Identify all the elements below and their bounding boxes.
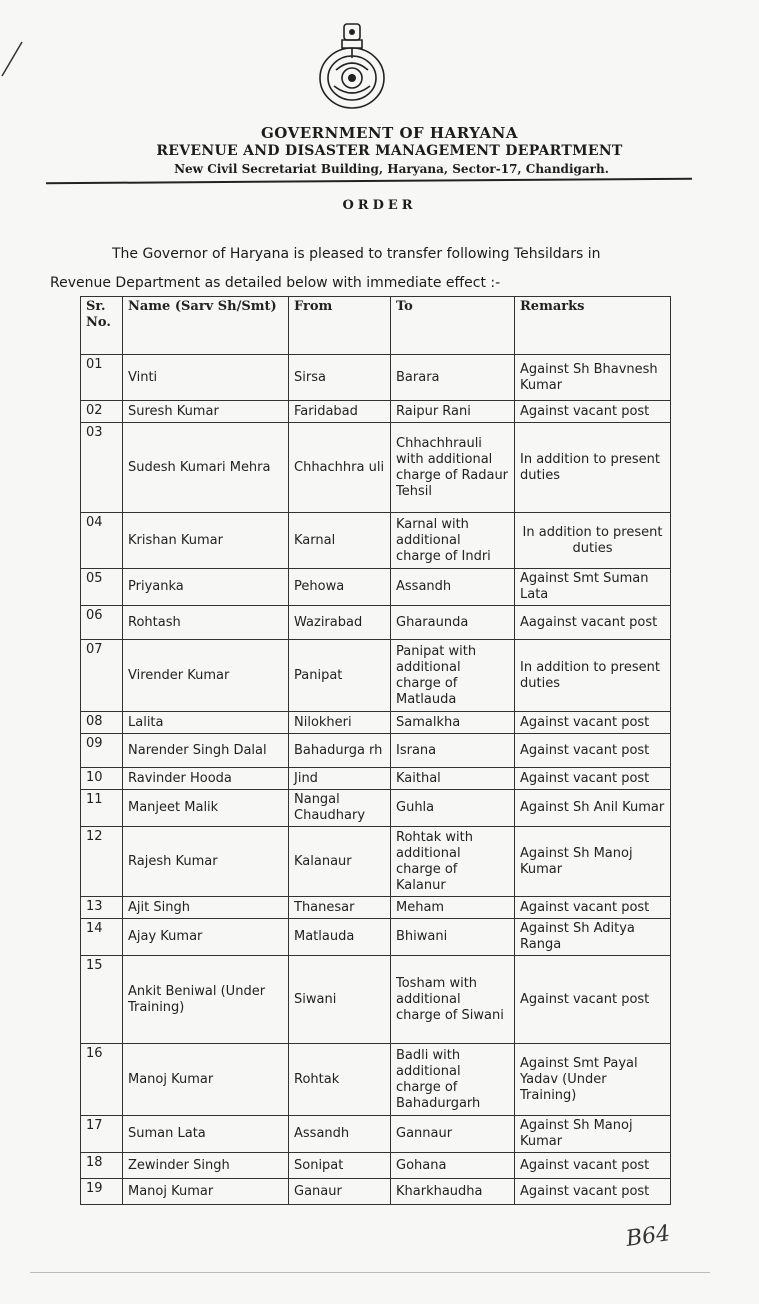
cell-remarks: Against Sh Aditya Ranga bbox=[515, 919, 671, 956]
cell-from: Sirsa bbox=[289, 355, 391, 401]
government-title: GOVERNMENT OF HARYANA bbox=[261, 124, 518, 142]
table-row bbox=[81, 1044, 671, 1116]
cell-sr: 05 bbox=[81, 569, 123, 606]
cell-sr: 11 bbox=[81, 790, 123, 827]
table-row bbox=[81, 1116, 671, 1153]
cell-from: Karnal bbox=[289, 513, 391, 569]
cell-name: Ravinder Hooda bbox=[123, 768, 289, 790]
cell-sr: 17 bbox=[81, 1116, 123, 1153]
page-edge-line bbox=[30, 1272, 710, 1273]
table-row bbox=[81, 956, 671, 1044]
cell-to: Karnal with additional charge of Indri bbox=[391, 513, 515, 569]
cell-sr: 06 bbox=[81, 606, 123, 640]
cell-to: Raipur Rani bbox=[391, 401, 515, 423]
cell-remarks: Aagainst vacant post bbox=[515, 606, 671, 640]
haryana-emblem-icon bbox=[316, 20, 388, 112]
cell-to: Kharkhaudha bbox=[391, 1179, 515, 1205]
table-row bbox=[81, 712, 671, 734]
intro-paragraph bbox=[50, 240, 692, 298]
cell-from: Kalanaur bbox=[289, 827, 391, 897]
cell-remarks: Against vacant post bbox=[515, 1179, 671, 1205]
table-row bbox=[81, 897, 671, 919]
cell-name: Ajit Singh bbox=[123, 897, 289, 919]
cell-sr: 19 bbox=[81, 1179, 123, 1205]
table-row bbox=[81, 606, 671, 640]
cell-name: Krishan Kumar bbox=[123, 513, 289, 569]
cell-sr: 14 bbox=[81, 919, 123, 956]
cell-from: Wazirabad bbox=[289, 606, 391, 640]
table-row bbox=[81, 401, 671, 423]
cell-name: Narender Singh Dalal bbox=[123, 734, 289, 768]
cell-to: Bhiwani bbox=[391, 919, 515, 956]
cell-name: Rohtash bbox=[123, 606, 289, 640]
cell-sr: 18 bbox=[81, 1153, 123, 1179]
cell-name: Rajesh Kumar bbox=[123, 827, 289, 897]
cell-to: Rohtak with additional charge of Kalanur bbox=[391, 827, 515, 897]
table-row bbox=[81, 1153, 671, 1179]
cell-from: Matlauda bbox=[289, 919, 391, 956]
cell-remarks: Against vacant post bbox=[515, 956, 671, 1044]
table-row bbox=[81, 919, 671, 956]
cell-remarks: In addition to present duties bbox=[515, 513, 671, 569]
cell-sr: 07 bbox=[81, 640, 123, 712]
cell-sr: 03 bbox=[81, 423, 123, 513]
cell-sr: 04 bbox=[81, 513, 123, 569]
cell-name: Manoj Kumar bbox=[123, 1044, 289, 1116]
table-row bbox=[81, 640, 671, 712]
cell-to: Badli with additional charge of Bahadurgarh bbox=[391, 1044, 515, 1116]
cell-to: Panipat with additional charge of Matlauda bbox=[391, 640, 515, 712]
cell-name: Ankit Beniwal (Under Training) bbox=[123, 956, 289, 1044]
table-row bbox=[81, 423, 671, 513]
cell-remarks: In addition to present duties bbox=[515, 640, 671, 712]
col-header-sr: Sr. No. bbox=[81, 297, 123, 355]
cell-to: Samalkha bbox=[391, 712, 515, 734]
col-header-remarks: Remarks bbox=[515, 297, 671, 355]
cell-sr: 12 bbox=[81, 827, 123, 897]
table-row bbox=[81, 827, 671, 897]
cell-sr: 16 bbox=[81, 1044, 123, 1116]
cell-to: Kaithal bbox=[391, 768, 515, 790]
cell-remarks: Against vacant post bbox=[515, 768, 671, 790]
cell-name: Vinti bbox=[123, 355, 289, 401]
cell-name: Manjeet Malik bbox=[123, 790, 289, 827]
cell-to: Gohana bbox=[391, 1153, 515, 1179]
table-row bbox=[81, 1179, 671, 1205]
cell-name: Virender Kumar bbox=[123, 640, 289, 712]
department-address: New Civil Secretariat Building, Haryana, Sector-17, Chandigarh. bbox=[174, 162, 609, 176]
cell-from: Sonipat bbox=[289, 1153, 391, 1179]
table-row bbox=[81, 355, 671, 401]
cell-sr: 09 bbox=[81, 734, 123, 768]
cell-to: Israna bbox=[391, 734, 515, 768]
cell-remarks: Against vacant post bbox=[515, 1153, 671, 1179]
cell-to: Guhla bbox=[391, 790, 515, 827]
cell-from: Rohtak bbox=[289, 1044, 391, 1116]
cell-from: Chhachhra uli bbox=[289, 423, 391, 513]
cell-from: Ganaur bbox=[289, 1179, 391, 1205]
cell-to: Chhachhrauli with additional charge of Radaur Tehsil bbox=[391, 423, 515, 513]
cell-from: Nilokheri bbox=[289, 712, 391, 734]
cell-remarks: Against Sh Bhavnesh Kumar bbox=[515, 355, 671, 401]
table-row bbox=[81, 768, 671, 790]
cell-name: Sudesh Kumari Mehra bbox=[123, 423, 289, 513]
cell-name: Zewinder Singh bbox=[123, 1153, 289, 1179]
cell-remarks: Against vacant post bbox=[515, 712, 671, 734]
order-title: ORDER bbox=[342, 198, 417, 213]
cell-from: Siwani bbox=[289, 956, 391, 1044]
cell-to: Gharaunda bbox=[391, 606, 515, 640]
col-header-to: To bbox=[391, 297, 515, 355]
header-rule bbox=[46, 178, 692, 185]
signature: B64 bbox=[624, 1221, 672, 1252]
cell-remarks: In addition to present duties bbox=[515, 423, 671, 513]
cell-sr: 10 bbox=[81, 768, 123, 790]
col-header-from: From bbox=[289, 297, 391, 355]
cell-name: Manoj Kumar bbox=[123, 1179, 289, 1205]
cell-sr: 01 bbox=[81, 355, 123, 401]
cell-from: Pehowa bbox=[289, 569, 391, 606]
cell-sr: 08 bbox=[81, 712, 123, 734]
cell-name: Priyanka bbox=[123, 569, 289, 606]
cell-name: Suresh Kumar bbox=[123, 401, 289, 423]
table-row bbox=[81, 790, 671, 827]
pen-mark bbox=[0, 40, 24, 80]
table-header-row bbox=[81, 297, 671, 355]
cell-from: Panipat bbox=[289, 640, 391, 712]
cell-remarks: Against Smt Payal Yadav (Under Training) bbox=[515, 1044, 671, 1116]
cell-remarks: Against Sh Manoj Kumar bbox=[515, 1116, 671, 1153]
cell-from: Faridabad bbox=[289, 401, 391, 423]
cell-remarks: Against Sh Manoj Kumar bbox=[515, 827, 671, 897]
cell-name: Ajay Kumar bbox=[123, 919, 289, 956]
cell-to: Barara bbox=[391, 355, 515, 401]
cell-from: Assandh bbox=[289, 1116, 391, 1153]
cell-remarks: Against vacant post bbox=[515, 401, 671, 423]
table-row bbox=[81, 569, 671, 606]
cell-from: Nangal Chaudhary bbox=[289, 790, 391, 827]
cell-to: Meham bbox=[391, 897, 515, 919]
cell-remarks: Against vacant post bbox=[515, 734, 671, 768]
transfer-table bbox=[80, 296, 671, 1205]
cell-remarks: Against Smt Suman Lata bbox=[515, 569, 671, 606]
intro-line-2: Revenue Department as detailed below with immediate effect :- bbox=[50, 275, 501, 291]
table-row bbox=[81, 734, 671, 768]
cell-name: Suman Lata bbox=[123, 1116, 289, 1153]
department-title: REVENUE AND DISASTER MANAGEMENT DEPARTMENT bbox=[156, 143, 623, 159]
cell-name: Lalita bbox=[123, 712, 289, 734]
col-header-name: Name (Sarv Sh/Smt) bbox=[123, 297, 289, 355]
table-row bbox=[81, 513, 671, 569]
cell-sr: 13 bbox=[81, 897, 123, 919]
cell-from: Thanesar bbox=[289, 897, 391, 919]
cell-to: Gannaur bbox=[391, 1116, 515, 1153]
intro-line-1: The Governor of Haryana is pleased to transfer following Tehsildars in bbox=[112, 246, 601, 262]
cell-remarks: Against vacant post bbox=[515, 897, 671, 919]
cell-from: Jind bbox=[289, 768, 391, 790]
cell-from: Bahadurga rh bbox=[289, 734, 391, 768]
cell-sr: 15 bbox=[81, 956, 123, 1044]
cell-remarks: Against Sh Anil Kumar bbox=[515, 790, 671, 827]
cell-to: Tosham with additional charge of Siwani bbox=[391, 956, 515, 1044]
cell-sr: 02 bbox=[81, 401, 123, 423]
cell-to: Assandh bbox=[391, 569, 515, 606]
